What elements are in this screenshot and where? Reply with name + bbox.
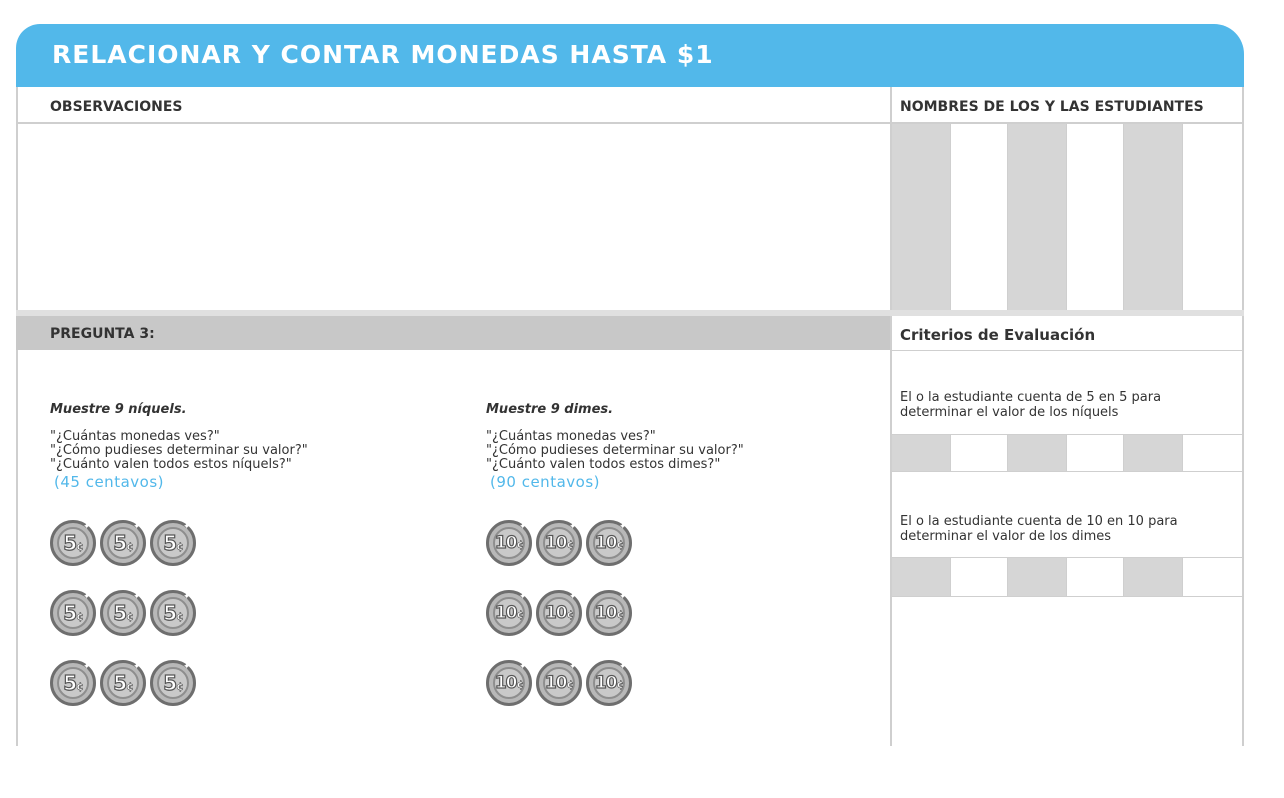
coin-value: 10: [494, 603, 517, 623]
nickel-coin-icon: [100, 660, 146, 706]
estudiantes-label: NOMBRES DE LOS Y LAS ESTUDIANTES: [900, 99, 1204, 115]
sparkle-icon: ✦: [83, 522, 91, 532]
page-header: [16, 24, 1244, 87]
coin-value: 5: [113, 601, 127, 625]
prompt-answer: (45 centavos): [54, 473, 164, 491]
check-cell[interactable]: [1066, 435, 1124, 471]
criterion-text: El o la estudiante cuenta de 10 en 10 para determinar el valor de los dimes: [900, 514, 1178, 544]
coin-value: 10: [494, 673, 517, 693]
coin-value: 10: [594, 533, 617, 553]
check-cell[interactable]: [892, 435, 950, 471]
student-column[interactable]: [1008, 124, 1066, 310]
cent-symbol: ¢: [566, 538, 574, 551]
sparkle-icon: ✦: [569, 522, 577, 532]
nickel-coin-icon: [100, 520, 146, 566]
pregunta-label: PREGUNTA 3:: [50, 326, 155, 342]
assessment-sheet: [16, 24, 1244, 746]
coin-value: 5: [163, 601, 177, 625]
sparkle-icon: ✦: [519, 662, 527, 672]
right-border: [1242, 87, 1244, 746]
observaciones-label: OBSERVACIONES: [50, 99, 183, 115]
cent-symbol: ¢: [176, 680, 183, 693]
prompt-title: Muestre 9 dimes.: [486, 402, 614, 417]
check-cell[interactable]: [1008, 558, 1066, 596]
coin-value: 5: [63, 601, 77, 625]
coin-value: 5: [63, 671, 77, 695]
coin-value: 10: [544, 603, 567, 623]
criterion-check-row: [892, 557, 1242, 597]
nickel-coin-icon: [150, 590, 196, 636]
cent-symbol: ¢: [516, 608, 524, 621]
cent-symbol: ¢: [76, 610, 83, 623]
cent-symbol: ¢: [126, 540, 133, 553]
check-cell[interactable]: [950, 558, 1008, 596]
cent-symbol: ¢: [176, 610, 183, 623]
coin-value: 10: [494, 533, 517, 553]
prompt-title: Muestre 9 níquels.: [50, 402, 187, 417]
cent-symbol: ¢: [176, 540, 183, 553]
coin-value: 5: [113, 671, 127, 695]
nickel-coin-icon: [50, 520, 96, 566]
dime-coin-icon: [586, 660, 632, 706]
check-cell[interactable]: [1182, 435, 1240, 471]
student-column[interactable]: [1066, 124, 1124, 310]
nickel-coin-icon: [50, 660, 96, 706]
check-cell[interactable]: [1124, 558, 1182, 596]
student-column[interactable]: [1182, 124, 1240, 310]
cent-symbol: ¢: [126, 680, 133, 693]
criteria-title: Criterios de Evaluación: [900, 326, 1096, 344]
dime-coin-icon: [536, 590, 582, 636]
cent-symbol: ¢: [516, 678, 524, 691]
prompt-answer: (90 centavos): [490, 473, 600, 491]
cent-symbol: ¢: [516, 538, 524, 551]
nickel-coin-icon: [150, 520, 196, 566]
prompt-question: "¿Cómo pudieses determinar su valor?": [486, 443, 744, 458]
sparkle-icon: ✦: [619, 522, 627, 532]
check-cell[interactable]: [1182, 558, 1240, 596]
sparkle-icon: ✦: [519, 592, 527, 602]
dime-coin-icon: [586, 520, 632, 566]
cent-symbol: ¢: [566, 608, 574, 621]
coin-value: 10: [544, 533, 567, 553]
sparkle-icon: ✦: [183, 592, 191, 602]
cent-symbol: ¢: [76, 540, 83, 553]
cent-symbol: ¢: [616, 538, 624, 551]
coin-value: 10: [544, 673, 567, 693]
sparkle-icon: ✦: [569, 592, 577, 602]
coin-value: 10: [594, 673, 617, 693]
cent-symbol: ¢: [126, 610, 133, 623]
student-column[interactable]: [950, 124, 1008, 310]
sparkle-icon: ✦: [183, 522, 191, 532]
sparkle-icon: ✦: [519, 522, 527, 532]
check-cell[interactable]: [1008, 435, 1066, 471]
sparkle-icon: ✦: [619, 592, 627, 602]
dime-coin-icon: [486, 660, 532, 706]
dime-coin-icon: [486, 590, 532, 636]
student-columns: [892, 124, 1242, 310]
nickel-coin-icon: [100, 590, 146, 636]
cent-symbol: ¢: [616, 678, 624, 691]
cent-symbol: ¢: [566, 678, 574, 691]
nickel-coin-icon: [150, 660, 196, 706]
sparkle-icon: ✦: [133, 522, 141, 532]
cent-symbol: ¢: [616, 608, 624, 621]
check-cell[interactable]: [892, 558, 950, 596]
dime-coin-icon: [486, 520, 532, 566]
coin-value: 5: [113, 531, 127, 555]
prompt-question: "¿Cuánto valen todos estos dimes?": [486, 457, 721, 472]
dime-coin-icon: [536, 520, 582, 566]
observaciones-area[interactable]: [18, 124, 890, 310]
prompt-question: "¿Cuántas monedas ves?": [50, 429, 220, 444]
cent-symbol: ¢: [76, 680, 83, 693]
student-column[interactable]: [892, 124, 950, 310]
criteria-title-divider: [892, 350, 1242, 351]
sparkle-icon: ✦: [133, 662, 141, 672]
sparkle-icon: ✦: [569, 662, 577, 672]
sparkle-icon: ✦: [183, 662, 191, 672]
sparkle-icon: ✦: [133, 592, 141, 602]
dime-coin-icon: [536, 660, 582, 706]
sparkle-icon: ✦: [83, 592, 91, 602]
coin-value: 5: [163, 671, 177, 695]
coin-value: 10: [594, 603, 617, 623]
sparkle-icon: ✦: [619, 662, 627, 672]
nickel-coin-icon: [50, 590, 96, 636]
dime-coin-icon: [586, 590, 632, 636]
check-cell[interactable]: [1066, 558, 1124, 596]
prompt-question: "¿Cuántas monedas ves?": [486, 429, 656, 444]
coin-value: 5: [63, 531, 77, 555]
check-cell[interactable]: [1124, 435, 1182, 471]
criterion-check-row: [892, 434, 1242, 472]
coin-value: 5: [163, 531, 177, 555]
check-cell[interactable]: [950, 435, 1008, 471]
page-title: RELACIONAR Y CONTAR MONEDAS HASTA $1: [52, 40, 714, 69]
criterion-text: El o la estudiante cuenta de 5 en 5 para determinar el valor de los níquels: [900, 390, 1162, 420]
prompt-question: "¿Cuánto valen todos estos níquels?": [50, 457, 292, 472]
student-column[interactable]: [1124, 124, 1182, 310]
nickel-coin-grid: [50, 520, 280, 720]
dime-coin-grid: [486, 520, 716, 720]
sparkle-icon: ✦: [83, 662, 91, 672]
prompt-question: "¿Cómo pudieses determinar su valor?": [50, 443, 308, 458]
